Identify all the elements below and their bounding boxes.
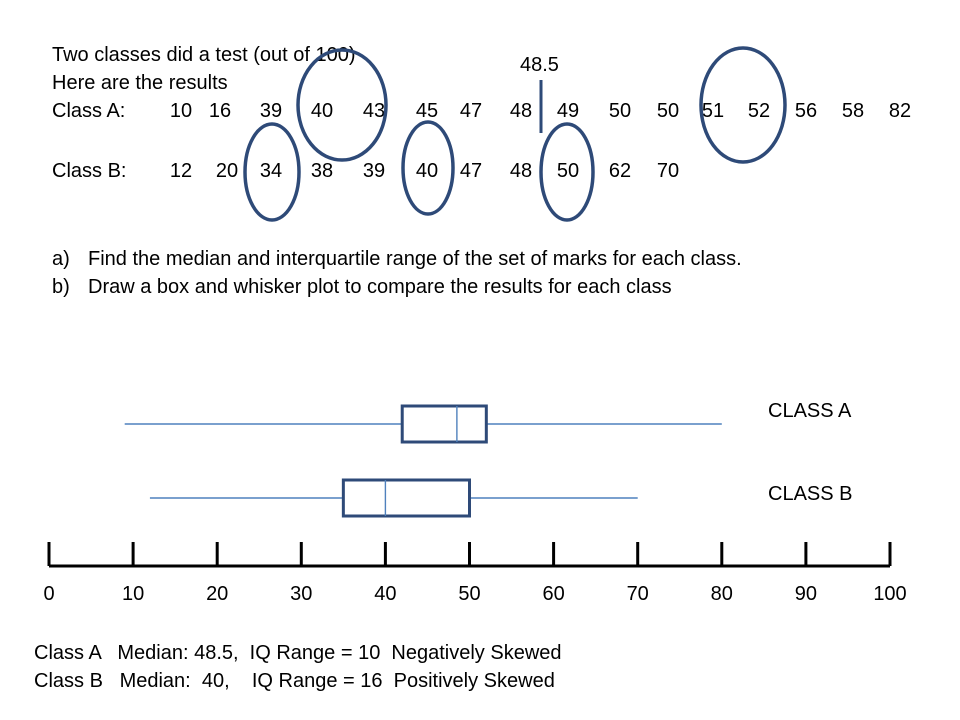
class-a-mark: 16 (208, 100, 232, 122)
question-b-text: Draw a box and whisker plot to compare the results for each class (88, 276, 672, 298)
class-b-mark: 47 (459, 160, 483, 182)
class-a-mark: 82 (888, 100, 912, 122)
class-a-mark: 43 (362, 100, 386, 122)
iqr-box (343, 480, 469, 516)
series-label: CLASS B (768, 483, 853, 505)
quartile-circle-b-lower (245, 124, 299, 220)
x-tick-label: 40 (374, 583, 397, 605)
class-a-mark: 56 (794, 100, 818, 122)
quartile-circle-b-upper (541, 124, 593, 220)
class-b-mark: 50 (556, 160, 580, 182)
summary-class-a: Class A Median: 48.5, IQ Range = 10 Negatively Skewed (34, 642, 562, 664)
class-b-mark: 20 (215, 160, 239, 182)
question-b-marker: b) (52, 276, 70, 298)
class-b-mark: 39 (362, 160, 386, 182)
class-a-mark: 50 (656, 100, 680, 122)
class-a-mark: 49 (556, 100, 580, 122)
median-circle-b (403, 122, 453, 214)
class-a-mark: 45 (415, 100, 439, 122)
class-a-mark: 39 (259, 100, 283, 122)
x-tick-label: 10 (121, 583, 145, 605)
class-b-mark: 34 (259, 160, 283, 182)
class-a-mark: 10 (169, 100, 193, 122)
x-tick-label: 70 (626, 583, 649, 605)
class-a-mark: 47 (459, 100, 483, 122)
x-tick-label: 30 (290, 583, 313, 605)
x-tick-label: 20 (206, 583, 229, 605)
quartile-circle-a-lower (298, 50, 386, 160)
intro-line-1: Two classes did a test (out of 100) (52, 44, 356, 66)
quartile-circle-a-upper (701, 48, 785, 162)
x-tick-label: 100 (873, 583, 907, 605)
class-a-mark: 51 (701, 100, 725, 122)
series-label: CLASS A (768, 400, 852, 422)
class-a-label: Class A: (52, 100, 126, 122)
iqr-box (402, 406, 486, 442)
x-tick-label: 80 (710, 583, 733, 605)
class-b-mark: 70 (656, 160, 680, 182)
class-b-mark: 12 (169, 160, 193, 182)
class-b-mark: 38 (310, 160, 334, 182)
x-tick-label: 50 (458, 583, 481, 605)
question-a-marker: a) (52, 248, 70, 270)
median-marker-label: 48.5 (520, 54, 559, 76)
class-b-mark: 48 (509, 160, 533, 182)
x-tick-label: 60 (542, 583, 565, 605)
class-b-mark: 62 (608, 160, 632, 182)
x-tick-label: 90 (794, 583, 818, 605)
class-a-mark: 52 (747, 100, 771, 122)
class-b-label: Class B: (52, 160, 127, 182)
class-b-mark: 40 (415, 160, 439, 182)
class-a-mark: 40 (310, 100, 334, 122)
class-a-mark: 50 (608, 100, 632, 122)
x-tick-label: 0 (43, 583, 55, 605)
class-a-mark: 48 (509, 100, 533, 122)
intro-line-2: Here are the results (52, 72, 228, 94)
question-a-text: Find the median and interquartile range of the set of marks for each class. (88, 248, 742, 270)
summary-class-b: Class B Median: 40, IQ Range = 16 Positively Skewed (34, 670, 555, 692)
class-a-mark: 58 (841, 100, 865, 122)
